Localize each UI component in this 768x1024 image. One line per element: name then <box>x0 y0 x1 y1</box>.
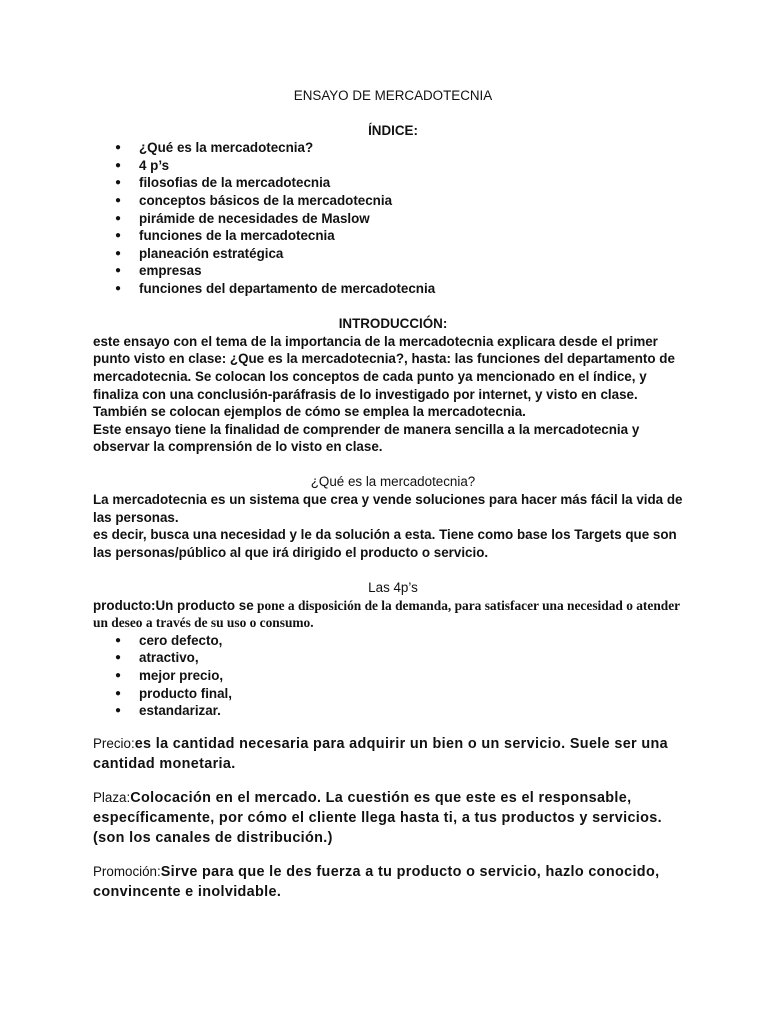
promocion-label: Promoción: <box>93 863 161 879</box>
plaza-text: Colocación en el mercado. La cuestión es que este es el responsable, específicamente, por cómo el cliente llega hasta ti, a tus productos y servicios. (son los canales de distribución.) <box>93 789 662 846</box>
cuatro-ps-heading: Las 4p’s <box>368 580 418 596</box>
producto-item: ● cero defecto, <box>115 632 223 648</box>
bullet-icon: ● <box>115 705 122 717</box>
index-item: ● conceptos básicos de la mercadotecnia <box>115 192 393 208</box>
bullet-icon: ● <box>115 670 122 681</box>
index-list <box>93 139 693 297</box>
intro-paragraph-3: Este ensayo tiene la finalidad de comprender de manera sencilla a la mercadotecnia y observar la comprensión de lo visto en clase. <box>93 421 640 455</box>
bullet-icon: ● <box>115 282 122 294</box>
intro-paragraph-2: También se colocan ejemplos de cómo se emplea la mercadotecnia. <box>93 404 526 420</box>
bullet-icon: ● <box>115 142 122 154</box>
index-item: ● 4 p’s <box>115 157 170 173</box>
que-es-heading: ¿Qué es la mercadotecnia? <box>310 474 476 490</box>
document-body <box>93 87 693 902</box>
bullet-icon: ● <box>115 687 122 699</box>
precio-text: es la cantidad necesaria para adquirir un bien o un servicio. Suele ser una cantidad monetaria. <box>93 735 668 772</box>
promocion-text: Sirve para que le des fuerza a tu producto o servicio, hazlo conocido, convincente e inolvidable. <box>93 863 660 900</box>
index-item: ● pirámide de necesidades de Maslow <box>115 210 370 226</box>
bullet-icon: ● <box>115 634 122 646</box>
index-item: ● planeación estratégica <box>115 245 284 261</box>
que-es-paragraph-1: La mercadotecnia es un sistema que crea y vende soluciones para hacer más fácil la vida de las personas. <box>93 492 683 525</box>
bullet-icon: ● <box>115 247 122 259</box>
promocion-paragraph <box>93 862 693 902</box>
index-item: ● empresas <box>115 263 202 279</box>
index-item: ● ¿Qué es la mercadotecnia? <box>115 140 314 156</box>
producto-item: ● producto final, <box>115 685 232 701</box>
index-heading: ÍNDICE: <box>368 122 418 138</box>
bullet-icon: ● <box>115 194 122 206</box>
precio-paragraph <box>93 734 693 774</box>
bullet-icon: ● <box>115 159 122 171</box>
producto-label: producto:Un producto se <box>93 597 254 613</box>
index-item: ● funciones del departamento de mercadotecnia <box>115 280 436 296</box>
producto-text: pone a disposición de la demanda, para satisfacer una necesidad o atender un deseo a través de su uso o consumo. <box>93 597 680 631</box>
precio-label: Precio: <box>93 735 135 751</box>
intro-paragraph-1: este ensayo con el tema de la importancia de la mercadotecnia explicara desde el primer punto visto en clase: ¿Que es la mercadotecnia?, hasta: las funciones del departamento de mercadotecnia. Se colocan los conceptos de cada punto ya mencionado en el índice, y finaliza con una conclusión-paráfrasis de lo investigado por internet, y visto en clase. <box>93 333 675 402</box>
producto-item: ● estandarizar. <box>115 703 221 719</box>
bullet-icon: ● <box>115 652 122 664</box>
plaza-paragraph <box>93 788 693 848</box>
intro-heading: INTRODUCCIÓN: <box>338 316 448 332</box>
bullet-icon: ● <box>115 230 122 242</box>
bullet-icon: ● <box>115 177 122 189</box>
producto-paragraph <box>93 597 693 632</box>
plaza-label: Plaza: <box>93 789 131 805</box>
que-es-paragraph-2: es decir, busca una necesidad y le da solución a esta. Tiene como base los Targets que son las personas/público al que irá dirigido el producto o servicio. <box>93 527 677 560</box>
producto-item: ● mejor precio, <box>115 668 224 683</box>
index-item: ● funciones de la mercadotecnia <box>115 228 335 244</box>
index-item: ● filosofias de la mercadotecnia <box>115 175 331 191</box>
bullet-icon: ● <box>115 265 122 277</box>
bullet-icon: ● <box>115 212 122 224</box>
producto-list <box>93 632 693 720</box>
document-title: ENSAYO DE MERCADOTECNIA <box>293 88 493 103</box>
producto-item: ● atractivo, <box>115 650 199 666</box>
